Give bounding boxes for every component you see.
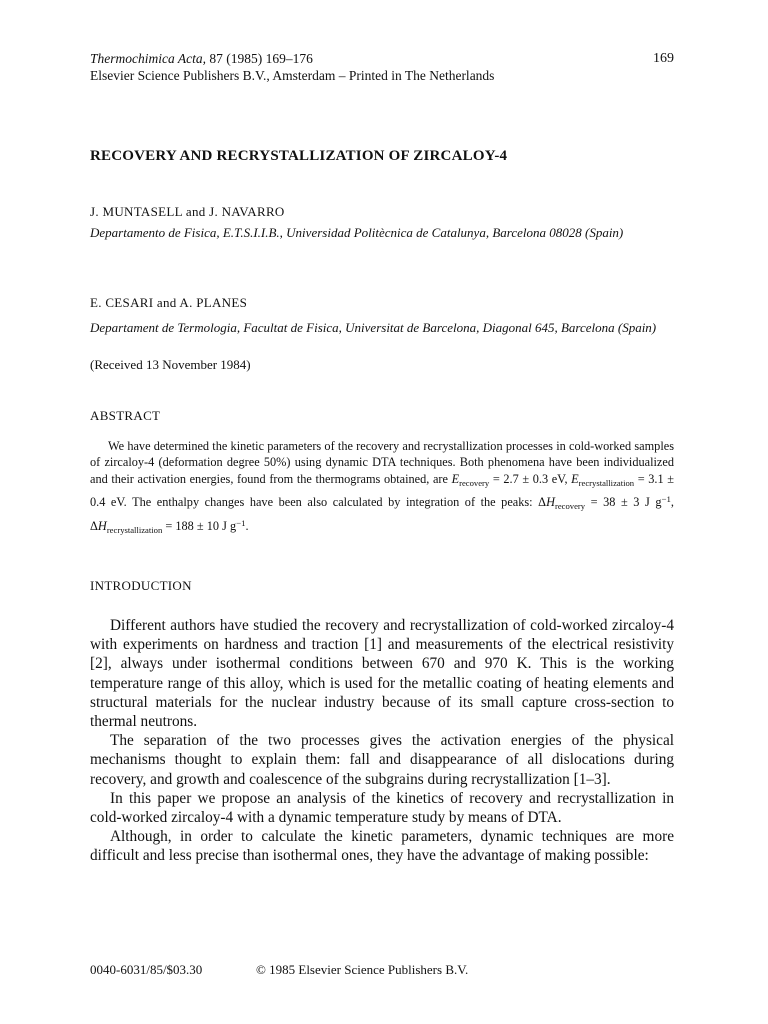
intro-paragraph-3: In this paper we propose an analysis of the kinetics of recovery and recrystallization in cold-worked zircaloy-4 with a dynamic temperature study by means of DTA. bbox=[90, 789, 674, 827]
author-affiliation-1: Departamento de Fisica, E.T.S.I.I.B., Universidad Politècnica de Catalunya, Barcelona 08028 (Spain) bbox=[90, 225, 624, 240]
journal-volume: 87 (1985) 169–176 bbox=[205, 51, 313, 66]
intro-paragraph-4: Although, in order to calculate the kinetic parameters, dynamic techniques are more difficult and less precise than isothermal ones, they have the advantage of making possible: bbox=[90, 828, 674, 865]
page-number: 169 bbox=[653, 51, 674, 66]
journal-header bbox=[90, 50, 590, 84]
journal-name: Thermochimica Acta, bbox=[90, 51, 206, 66]
journal-citation bbox=[90, 50, 590, 67]
footer-copyright: © 1985 Elsevier Science Publishers B.V. bbox=[256, 962, 469, 977]
author-names-1: J. MUNTASELL and J. NAVARRO bbox=[90, 204, 285, 219]
publisher-line: Elsevier Science Publishers B.V., Amsterdam – Printed in The Netherlands bbox=[90, 68, 495, 83]
introduction-heading: INTRODUCTION bbox=[90, 578, 192, 593]
abstract-text: We have determined the kinetic parameters of the recovery and recrystallization processes in cold-worked samples of zircaloy-4 (deformation degree 50%) using dynamic DTA techniques. Both phenomena have been individualized and their activation energies, found from the thermograms obtained, are $E_{recovery} = 2.7 \pm 0.3$ eV, $E_{recrystallization} = 3.1 \pm 0.4$ eV. The enthalpy changes have been also calculated by integration of the peaks: $\Delta H_{recovery} = 38 \pm 3$ J $g^{-1}$, $\Delta H_{recrystallization} = 188 \pm 10$ J $g^{-1}$. bbox=[90, 439, 675, 535]
author-names-2: E. CESARI and A. PLANES bbox=[90, 295, 248, 310]
footer-code: 0040-6031/85/$03.30 bbox=[90, 962, 203, 977]
intro-paragraph-2: The separation of the two processes gives the activation energies of the physical mechanisms thought to explain them: fall and disappearance of all dislocations during recovery, and growth and coalescence of the subgrains during recrystallization [1–3]. bbox=[90, 732, 674, 788]
received-date: (Received 13 November 1984) bbox=[90, 357, 251, 372]
paper-title: RECOVERY AND RECRYSTALLIZATION OF ZIRCALOY-4 bbox=[90, 148, 508, 164]
introduction-body bbox=[90, 616, 674, 866]
author-affiliation-2: Departament de Termologia, Facultat de Fisica, Universitat de Barcelona, Diagonal 645, Barcelona (Spain) bbox=[90, 320, 657, 335]
intro-paragraph-1: Different authors have studied the recovery and recrystallization of cold-worked zircaloy-4 with experiments on hardness and traction [1] and measurements of the electrical resistivity [2], always under isothermal conditions between 670 and 970 K. This is the working temperature range of this alloy, which is used for the metallic coating of heating elements and structural materials for the nuclear industry because of its small capture cross-section to thermal neutrons. bbox=[90, 617, 674, 731]
abstract-heading: ABSTRACT bbox=[90, 408, 161, 423]
